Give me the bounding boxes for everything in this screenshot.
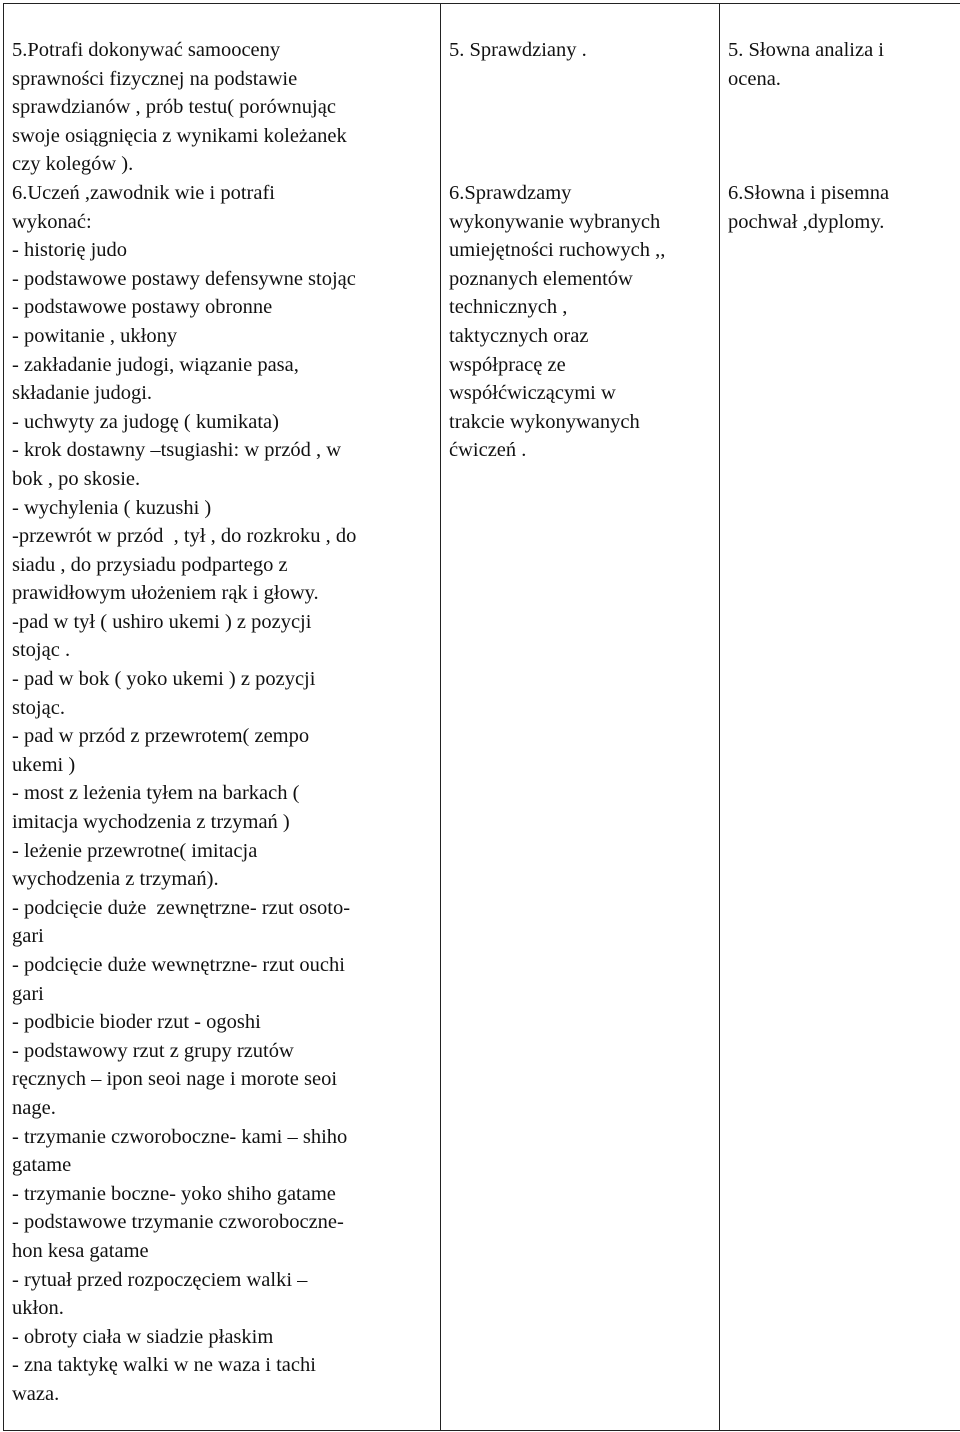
blank-line [449, 65, 713, 94]
text-line: nage. [12, 1096, 56, 1119]
blank-line [449, 93, 713, 122]
text-line: stojąc . [12, 639, 71, 662]
text-line: waza. [12, 1382, 60, 1405]
text-line: - podcięcie duże wewnętrzne- rzut ouchi [12, 954, 345, 976]
text-line: 6.Sprawdzamy [449, 181, 572, 204]
text-line: pochwał ,dyplomy. [728, 210, 885, 233]
text-line: stojąc. [12, 696, 65, 719]
text-line: współćwiczącymi w [449, 382, 616, 405]
text-line: - zna taktykę walki w ne waza i tachi [12, 1354, 316, 1377]
text-line: - trzymanie czworoboczne- kami – shiho [12, 1125, 348, 1148]
text-line: - historię judo [12, 239, 128, 262]
blank-line [449, 150, 713, 179]
text-line: - podcięcie duże zewnętrzne- rzut osoto- [12, 896, 351, 919]
text-line: 5.Potrafi dokonywać samooceny [12, 39, 281, 61]
text-line: gatame [12, 1154, 72, 1177]
content-table [3, 3, 960, 1431]
text-line: imitacja wychodzenia z trzymań ) [12, 811, 290, 834]
skills-column [4, 4, 441, 1431]
blank-line [728, 150, 960, 179]
text-line: - podstawowe trzymanie czworoboczne- [12, 1211, 344, 1234]
text-line: - podbicie bioder rzut - ogoshi [12, 1011, 261, 1034]
text-line: ocena. [728, 67, 781, 90]
table-row [4, 4, 960, 1431]
text-line: 6.Uczeń ,zawodnik wie i potrafi [12, 181, 275, 204]
text-line: - rytuał przed rozpoczęciem walki – [12, 1268, 308, 1291]
text-line: - leżenie przewrotne( imitacja [12, 839, 258, 862]
text-line: wychodzenia z trzymań). [12, 868, 219, 891]
text-line: bok , po skosie. [12, 467, 141, 490]
text-line: technicznych , [449, 296, 568, 319]
text-line: trakcie wykonywanych [449, 410, 640, 433]
text-line: składanie judogi. [12, 382, 153, 405]
text-line: gari [12, 925, 44, 948]
blank-line [728, 122, 960, 151]
text-line: umiejętności ruchowych ,, [449, 239, 666, 262]
text-line: siadu , do przysiadu podpartego z [12, 553, 288, 576]
text-line: taktycznych oraz [449, 324, 589, 347]
text-line: prawidłowym ułożeniem rąk i głowy. [12, 582, 319, 605]
text-line: - pad w przód z przewrotem( zempo [12, 725, 310, 748]
text-line: wykonać: [12, 210, 92, 233]
text-line: wykonywanie wybranych [449, 210, 661, 233]
text-line: - wychylenia ( kuzushi ) [12, 496, 212, 519]
text-line: - powitanie , ukłony [12, 324, 178, 347]
text-line: poznanych elementów [449, 267, 633, 290]
text-line: - trzymanie boczne- yoko shiho gatame [12, 1182, 336, 1205]
text-line: -pad w tył ( ushiro ukemi ) z pozycji [12, 610, 312, 633]
text-line: - zakładanie judogi, wiązanie pasa, [12, 353, 299, 376]
text-line: - podstawowe postawy defensywne stojąc [12, 267, 356, 290]
text-line: ukemi ) [12, 753, 76, 776]
text-line: -przewrót w przód , tył , do rozkroku , do [12, 525, 357, 548]
verification-column [441, 4, 720, 1431]
blank-line [449, 122, 713, 151]
text-line: sprawności fizycznej na podstawie [12, 67, 298, 90]
text-line: - krok dostawny –tsugiashi: w przód , w [12, 439, 342, 462]
text-line: - podstawowy rzut z grupy rzutów [12, 1039, 294, 1062]
text-line: ręcznych – ipon seoi nage i morote seoi [12, 1068, 338, 1091]
text-line: - most z leżenia tyłem na barkach ( [12, 782, 300, 805]
text-line: czy kolegów ). [12, 153, 134, 176]
text-line: 5. Słowna analiza i [728, 39, 884, 61]
text-line: hon kesa gatame [12, 1239, 149, 1262]
text-line: - podstawowe postawy obronne [12, 296, 273, 319]
text-line: - obroty ciała w siadzie płaskim [12, 1325, 274, 1348]
text-line: ćwiczeń . [449, 439, 527, 462]
text-line: 5. Sprawdziany . [449, 39, 587, 61]
text-line: gari [12, 982, 44, 1005]
assessment-column [720, 4, 960, 1431]
text-line: współpracę ze [449, 353, 566, 376]
text-line: 6.Słowna i pisemna [728, 181, 890, 204]
text-line: ukłon. [12, 1297, 64, 1320]
text-line: - pad w bok ( yoko ukemi ) z pozycji [12, 668, 316, 691]
text-line: - uchwyty za judogę ( kumikata) [12, 410, 279, 433]
blank-line [728, 93, 960, 122]
text-line: sprawdzianów , prób testu( porównując [12, 96, 336, 119]
text-line: swoje osiągnięcia z wynikami koleżanek [12, 124, 347, 147]
